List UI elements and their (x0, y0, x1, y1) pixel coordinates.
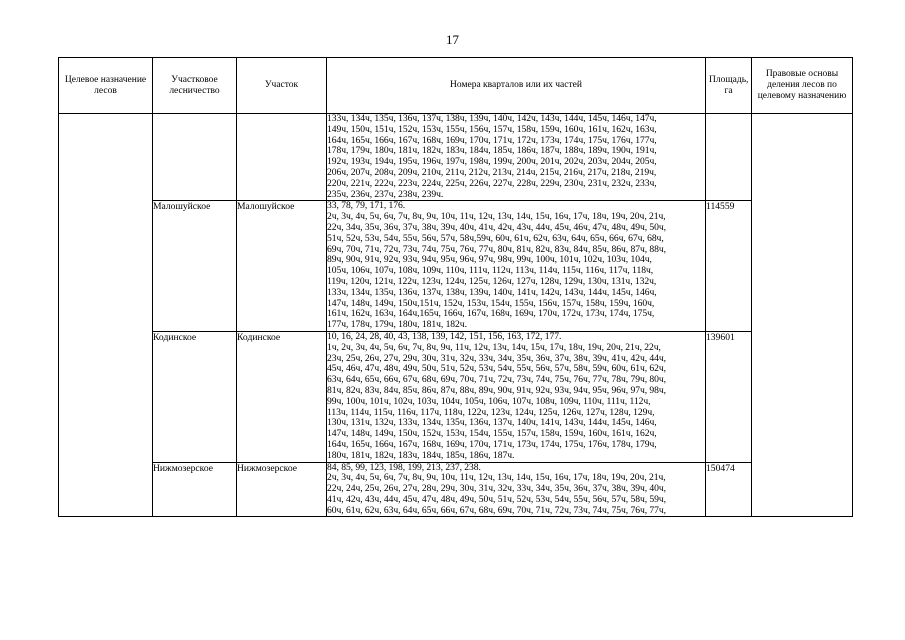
quarters-line: 22ч, 34ч, 35ч, 36ч, 37ч, 38ч, 39ч, 40ч, 41ч, 42ч, 43ч, 44ч, 45ч, 46ч, 47ч, 48ч, 49ч, 50ч, (327, 222, 667, 233)
quarters-line: 63ч, 64ч, 65ч, 66ч, 67ч, 68ч, 69ч, 70ч, 71ч, 72ч, 73ч, 74ч, 75ч, 76ч, 77ч, 78ч, 79ч, 80ч, (327, 375, 667, 386)
quarters-line: 51ч, 52ч, 53ч, 54ч, 55ч, 56ч, 57ч, 58ч,59ч, 60ч, 61ч, 62ч, 63ч, 64ч, 65ч, 66ч, 67ч, 68ч, (327, 233, 664, 244)
district-cell: Малошуйское (153, 201, 237, 332)
quarters-line: 130ч, 131ч, 132ч, 133ч, 134ч, 135ч, 136ч, 137ч, 140ч, 141ч, 143ч, 144ч, 145ч, 146ч, (327, 418, 657, 429)
table-row (59, 462, 853, 517)
quarters-line: 235ч, 236ч, 237ч, 238ч, 239ч. (327, 189, 444, 200)
area-cell: 139601 (706, 331, 752, 462)
quarters-line: 1ч, 2ч, 3ч, 4ч, 5ч, 6ч, 7ч, 8ч, 9ч, 11ч, 12ч, 13ч, 14ч, 15ч, 17ч, 18ч, 19ч, 20ч, 21ч, 22ч, (327, 342, 661, 353)
area-cell: 150474 (706, 462, 752, 517)
quarters-line: 84, 85, 99, 123, 198, 199, 213, 237, 238. (327, 462, 481, 473)
header-area: Площадь, га (706, 58, 752, 114)
quarters-cell (327, 114, 706, 201)
quarters-cell (327, 201, 706, 332)
quarters-line: 89ч, 90ч, 91ч, 92ч, 93ч, 94ч, 95ч, 96ч, 97ч, 98ч, 99ч, 100ч, 101ч, 102ч, 103ч, 104ч, (327, 255, 652, 266)
district-cell: Кодинское (153, 331, 237, 462)
quarters-line: 2ч, 3ч, 4ч, 5ч, 6ч, 7ч, 8ч, 9ч, 10ч, 11ч, 12ч, 13ч, 14ч, 15ч, 16ч, 17ч, 18ч, 19ч, 20ч, 21ч, (327, 473, 666, 484)
quarters-line: 99ч, 100ч, 101ч, 102ч, 103ч, 104ч, 105ч, 106ч, 107ч, 108ч, 109ч, 110ч, 111ч, 112ч, (327, 396, 651, 407)
quarters-line: 69ч, 70ч, 71ч, 72ч, 73ч, 74ч, 75ч, 76ч, 77ч, 80ч, 81ч, 82ч, 83ч, 84ч, 85ч, 86ч, 87ч, 88ч, (327, 244, 667, 255)
quarters-line: 147ч, 148ч, 149ч, 150ч,151ч, 152ч, 153ч, 154ч, 155ч, 156ч, 157ч, 158ч, 159ч, 160ч, (327, 298, 655, 309)
quarters-line: 180ч, 181ч, 182ч, 183ч, 184ч, 185ч, 186ч, 187ч. (327, 450, 515, 461)
section-cell: Кодинское (237, 331, 327, 462)
quarters-cell (327, 462, 706, 517)
forest-purpose-table (58, 57, 853, 517)
quarters-line: 192ч, 193ч, 194ч, 195ч, 196ч, 197ч, 198ч, 199ч, 200ч, 201ч, 202ч, 203ч, 204ч, 205ч, (327, 157, 657, 168)
quarters-line: 60ч, 61ч, 62ч, 63ч, 64ч, 65ч, 66ч, 67ч, 68ч, 69ч, 70ч, 71ч, 72ч, 73ч, 74ч, 75ч, 76ч, 77ч, (327, 505, 667, 516)
table-row (59, 201, 853, 332)
area-cell: 114559 (706, 201, 752, 332)
section-cell (237, 114, 327, 201)
legal-cell (752, 114, 853, 517)
district-cell (153, 114, 237, 201)
quarters-line: 22ч, 24ч, 25ч, 26ч, 27ч, 28ч, 29ч, 30ч, 31ч, 32ч, 33ч, 34ч, 35ч, 36ч, 37ч, 38ч, 39ч, 40ч, (327, 484, 667, 495)
table-row (59, 331, 853, 462)
header-purpose: Целевое назначение лесов (59, 58, 153, 114)
district-cell: Нижмозерское (153, 462, 237, 517)
quarters-line: 41ч, 42ч, 43ч, 44ч, 45ч, 47ч, 48ч, 49ч, 50ч, 51ч, 52ч, 53ч, 54ч, 55ч, 56ч, 57ч, 58ч, 59ч, (327, 494, 667, 505)
header-district: Участковое лесничество (153, 58, 237, 114)
area-cell (706, 114, 752, 201)
quarters-line: 133ч, 134ч, 135ч, 136ч, 137ч, 138ч, 139ч, 140ч, 141ч, 142ч, 143ч, 144ч, 145ч, 146ч, (327, 287, 657, 298)
table-header-row (59, 58, 853, 114)
quarters-line: 133ч, 134ч, 135ч, 136ч, 137ч, 138ч, 139ч, 140ч, 142ч, 143ч, 144ч, 145ч, 146ч, 147ч, (327, 114, 657, 124)
quarters-line: 81ч, 82ч, 83ч, 84ч, 85ч, 86ч, 87ч, 88ч, 89ч, 90ч, 91ч, 92ч, 93ч, 94ч, 95ч, 96ч, 97ч, 98ч, (327, 385, 667, 396)
quarters-line: 178ч, 179ч, 180ч, 181ч, 182ч, 183ч, 184ч, 185ч, 186ч, 187ч, 188ч, 189ч, 190ч, 191ч, (327, 146, 657, 157)
table-row (59, 114, 853, 201)
page-number: 17 (446, 32, 459, 47)
quarters-line: 177ч, 178ч, 179ч, 180ч, 181ч, 182ч. (327, 320, 467, 331)
quarters-line: 206ч, 207ч, 208ч, 209ч, 210ч, 211ч, 212ч, 213ч, 214ч, 215ч, 216ч, 217ч, 218ч, 219ч, (327, 167, 657, 178)
quarters-line: 105ч, 106ч, 107ч, 108ч, 109ч, 110ч, 111ч, 112ч, 113ч, 114ч, 115ч, 116ч, 117ч, 118ч, (327, 266, 654, 277)
header-legal: Правовые основы деления лесов по целевому назначению (752, 58, 853, 114)
quarters-line: 10, 16, 24, 28, 40, 43, 138, 139, 142, 151, 156, 163, 172, 177. (327, 331, 562, 342)
quarters-line: 33, 78, 79, 171, 176. (327, 201, 406, 212)
quarters-line: 161ч, 162ч, 163ч, 164ч,165ч, 166ч, 167ч, 168ч, 169ч, 170ч, 172ч, 173ч, 174ч, 175ч, (327, 309, 655, 320)
quarters-cell (327, 331, 706, 462)
quarters-line: 119ч, 120ч, 121ч, 122ч, 123ч, 124ч, 125ч, 126ч, 127ч, 128ч, 129ч, 130ч, 131ч, 132ч, (327, 276, 657, 287)
section-cell: Нижмозерское (237, 462, 327, 517)
quarters-line: 220ч, 221ч, 222ч, 223ч, 224ч, 225ч, 226ч, 227ч, 228ч, 229ч, 230ч, 231ч, 232ч, 233ч, (327, 178, 657, 189)
header-section: Участок (237, 58, 327, 114)
purpose-cell (59, 114, 153, 517)
quarters-line: 147ч, 148ч, 149ч, 150ч, 152ч, 153ч, 154ч, 155ч, 157ч, 158ч, 159ч, 160ч, 161ч, 162ч, (327, 429, 657, 440)
quarters-line: 164ч, 165ч, 166ч, 167ч, 168ч, 169ч, 170ч, 171ч, 172ч, 173ч, 174ч, 175ч, 176ч, 177ч, (327, 135, 657, 146)
quarters-line: 2ч, 3ч, 4ч, 5ч, 6ч, 7ч, 8ч, 9ч, 10ч, 11ч, 12ч, 13ч, 14ч, 15ч, 16ч, 17ч, 18ч, 19ч, 20ч, 21ч, (327, 212, 666, 223)
header-quarters: Номера кварталов или их частей (327, 58, 706, 114)
section-cell: Малошуйское (237, 201, 327, 332)
quarters-line: 23ч, 25ч, 26ч, 27ч, 29ч, 30ч, 31ч, 32ч, 33ч, 34ч, 35ч, 36ч, 37ч, 38ч, 39ч, 41ч, 42ч, 44ч, (327, 353, 667, 364)
quarters-line: 113ч, 114ч, 115ч, 116ч, 117ч, 118ч, 122ч, 123ч, 124ч, 125ч, 126ч, 127ч, 128ч, 129ч, (327, 407, 655, 418)
quarters-line: 45ч, 46ч, 47ч, 48ч, 49ч, 50ч, 51ч, 52ч, 53ч, 54ч, 55ч, 56ч, 57ч, 58ч, 59ч, 60ч, 61ч, 62ч, (327, 364, 667, 375)
quarters-line: 149ч, 150ч, 151ч, 152ч, 153ч, 155ч, 156ч, 157ч, 158ч, 159ч, 160ч, 161ч, 162ч, 163ч, (327, 124, 657, 135)
quarters-line: 164ч, 165ч, 166ч, 167ч, 168ч, 169ч, 170ч, 171ч, 173ч, 174ч, 175ч, 176ч, 178ч, 179ч, (327, 439, 657, 450)
